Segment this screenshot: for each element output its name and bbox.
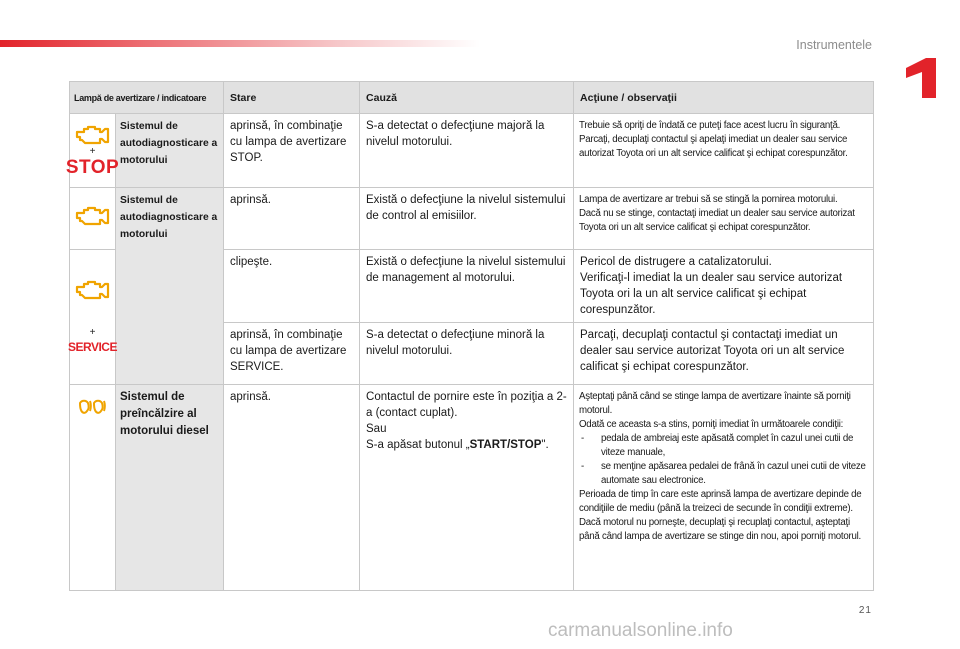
cause-line: Sau <box>366 423 387 435</box>
lamp-cause <box>360 385 574 591</box>
list-item: - pedala de ambreiaj este apăsată complet în cazul unei cutii de viteze manuale, <box>579 432 868 460</box>
condition-list <box>579 432 868 488</box>
cause-line: Contactul de pornire este în poziţia a 2-a (contact cuplat). <box>366 391 567 419</box>
action-line: Odată ce aceasta s-a stins, porniţi imediat în următoarele condiţii: <box>579 419 844 430</box>
chapter-title: Instrumentele <box>796 38 872 52</box>
lamp-icon-cell <box>70 250 116 385</box>
table-row <box>70 188 874 250</box>
engine-check-icon <box>75 205 111 227</box>
cause-line <box>366 437 567 453</box>
action-line: Lampa de avertizare ar trebui să se stingă la pornirea motorului. Dacă nu se stinge, contactaţi imediat un dealer sau service autorizat Toyota ori un alt service calificat şi echipat corespunzător. <box>579 194 855 233</box>
lamp-name: Sistemul de autodiagnosticare a motorului <box>116 114 224 188</box>
cause-text: ". <box>541 439 549 451</box>
lamp-action <box>574 114 874 188</box>
lamp-state: aprinsă. <box>224 188 360 250</box>
table-row <box>70 114 874 188</box>
list-item: - se menţine apăsarea pedalei de frână în cazul unei cutii de viteze automate sau electronice. <box>579 460 868 488</box>
chapter-number <box>896 56 940 100</box>
cause-text: S-a apăsat butonul „ <box>366 439 470 451</box>
lamp-cause: S-a detectat o defecţiune minoră la nivelul motorului. <box>360 323 574 385</box>
engine-check-icon <box>75 279 111 301</box>
action-line: Perioada de timp în care este aprinsă lampa de avertizare depinde de condiţiile de mediu (până la treizeci de secunde în condiţii extreme). <box>579 489 862 514</box>
watermark: carmanualsonline.info <box>548 620 733 641</box>
plus-sign: + <box>89 145 96 157</box>
stop-lamp-icon: STOP <box>65 156 120 178</box>
column-header-action: Acţiune / observaţii <box>574 82 874 114</box>
lamp-action <box>574 188 874 250</box>
warning-lamps-table <box>65 81 874 591</box>
header-accent-band <box>0 40 480 47</box>
lamp-cause: Există o defecţiune la nivelul sistemului de management al motorului. <box>360 250 574 323</box>
column-header-state: Stare <box>224 82 360 114</box>
table-row <box>70 385 874 591</box>
action-line: Dacă motorul nu porneşte, decuplaţi şi recuplaţi contactul, aşteptaţi până când lampa de avertizare se stinge din nou, apoi porniţi motorul. <box>579 517 861 542</box>
lamp-icon-cell <box>70 385 116 591</box>
lamp-cause: Există o defecţiune la nivelul sistemului de control al emisiilor. <box>360 188 574 250</box>
lamp-state: aprinsă, în combinaţie cu lampa de avertizare STOP. <box>224 114 360 188</box>
glow-plug-icon <box>78 399 108 415</box>
lamp-name: Sistemul de preîncălzire al motorului diesel <box>116 385 224 591</box>
column-header-cause: Cauză <box>360 82 574 114</box>
engine-check-icon <box>75 124 111 146</box>
lamp-icon-cell <box>70 188 116 250</box>
lamp-icon-cell <box>65 114 120 188</box>
table-header-row <box>70 82 874 114</box>
start-stop-label: START/STOP <box>469 439 542 451</box>
column-header-lamp: Lampă de avertizare / indicatoare <box>70 82 224 114</box>
action-line: Aşteptaţi până când se stinge lampa de avertizare înainte să porniţi motorul. <box>579 391 851 416</box>
plus-sign: + <box>89 327 96 338</box>
service-lamp-icon: SERVICE <box>68 340 117 354</box>
lamp-action <box>574 250 874 323</box>
action-line: Pericol de distrugere a catalizatorului. Verificaţi-l imediat la un dealer sau service autorizat Toyota ori la un alt service calificat şi echipat corespunzător. <box>580 256 843 316</box>
lamp-cause: S-a detectat o defecţiune majoră la nivelul motorului. <box>360 114 574 188</box>
lamp-state: aprinsă, în combinaţie cu lampa de avertizare SERVICE. <box>224 323 360 385</box>
lamp-state: clipeşte. <box>224 250 360 323</box>
lamp-action: Parcaţi, decuplaţi contactul şi contactaţi imediat un dealer sau service autorizat Toyota ori un alt service calificat şi echipat corespunzător. <box>574 323 874 385</box>
lamp-state: aprinsă. <box>224 385 360 591</box>
action-line: Trebuie să opriţi de îndată ce puteţi face acest lucru în siguranţă. Parcaţi, decuplaţi contactul şi apelaţi imediat un dealer sau service autorizat Toyota ori un alt service calificat şi echipat corespunzător. <box>579 120 848 159</box>
page-number: 21 <box>858 605 872 616</box>
lamp-action <box>574 385 874 591</box>
chapter-number-glyph <box>906 58 936 98</box>
lamp-name: Sistemul de autodiagnosticare a motorului <box>116 188 224 385</box>
